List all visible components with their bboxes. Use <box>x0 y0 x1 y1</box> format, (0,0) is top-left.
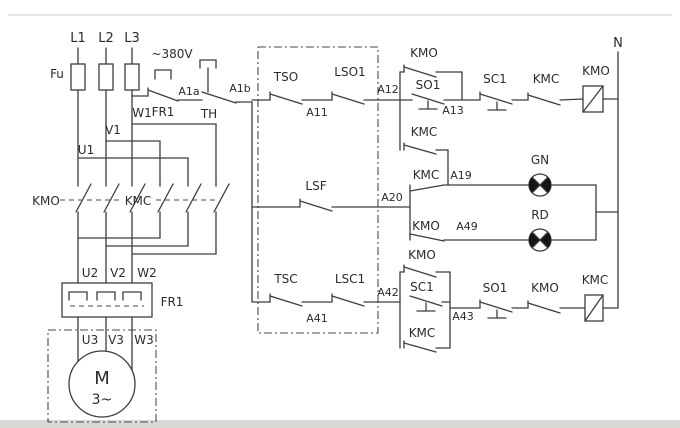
label-kmo-hold: KMO <box>410 46 438 60</box>
label-a13: A13 <box>442 104 464 117</box>
label-a42: A42 <box>377 286 399 299</box>
label-l3: L3 <box>124 31 140 46</box>
label-w2: W2 <box>137 266 157 280</box>
label-kmc-coil: KMC <box>581 273 609 287</box>
label-tso: TSO <box>273 70 299 84</box>
label-kmc-interlock: KMC <box>532 72 560 86</box>
scan-edge-bottom <box>0 420 680 428</box>
label-voltage: ~380V <box>151 47 193 61</box>
label-kmo-lamp: KMO <box>412 219 440 233</box>
label-kmo-coil: KMO <box>582 64 610 78</box>
label-a19: A19 <box>450 169 472 182</box>
label-kmo-interlock: KMO <box>531 281 559 295</box>
label-kmo-hold-close: KMO <box>408 248 436 262</box>
label-kmc-main: KMC <box>124 194 152 208</box>
label-kmc-lamp-upper: KMC <box>410 125 438 139</box>
label-fr1-block: FR1 <box>160 295 184 309</box>
label-sc1-close: SC1 <box>410 280 434 294</box>
label-w3: W3 <box>134 333 154 347</box>
label-fr1-contact: FR1 <box>151 105 175 119</box>
label-rd: RD <box>531 208 549 222</box>
label-a43: A43 <box>452 310 474 323</box>
label-u2: U2 <box>81 266 99 280</box>
label-lsf: LSF <box>305 179 327 193</box>
label-a20: A20 <box>381 191 403 204</box>
label-tsc: TSC <box>274 272 298 286</box>
label-a1a: A1a <box>178 85 200 98</box>
label-v3: V3 <box>108 333 124 347</box>
label-kmc-lower: KMC <box>408 326 436 340</box>
label-a49: A49 <box>456 220 478 233</box>
label-fuse: Fu <box>50 67 64 81</box>
label-so1-open: SO1 <box>415 78 441 92</box>
label-sc1-stop: SC1 <box>483 72 507 86</box>
label-kmo-main: KMO <box>32 194 60 208</box>
label-a11: A11 <box>306 106 328 119</box>
label-neutral: N <box>613 36 623 51</box>
label-v2: V2 <box>110 266 126 280</box>
label-l1: L1 <box>70 31 86 46</box>
label-l2: L2 <box>98 31 114 46</box>
label-so1-nc: SO1 <box>482 281 508 295</box>
label-motor-m: M <box>94 368 110 389</box>
label-motor-3ph: 3~ <box>91 392 113 408</box>
label-gn: GN <box>530 153 550 167</box>
label-u3: U3 <box>81 333 99 347</box>
label-lso1: LSO1 <box>334 65 366 79</box>
label-th: TH <box>200 107 218 121</box>
label-kmc-lamp-lower: KMC <box>412 168 440 182</box>
label-a12: A12 <box>377 83 399 96</box>
label-w1: W1 <box>132 106 152 120</box>
label-v1: V1 <box>105 123 121 137</box>
label-a1b: A1b <box>229 82 251 95</box>
label-u1: U1 <box>77 143 95 157</box>
label-lsc1: LSC1 <box>334 272 366 286</box>
label-a41: A41 <box>306 312 328 325</box>
